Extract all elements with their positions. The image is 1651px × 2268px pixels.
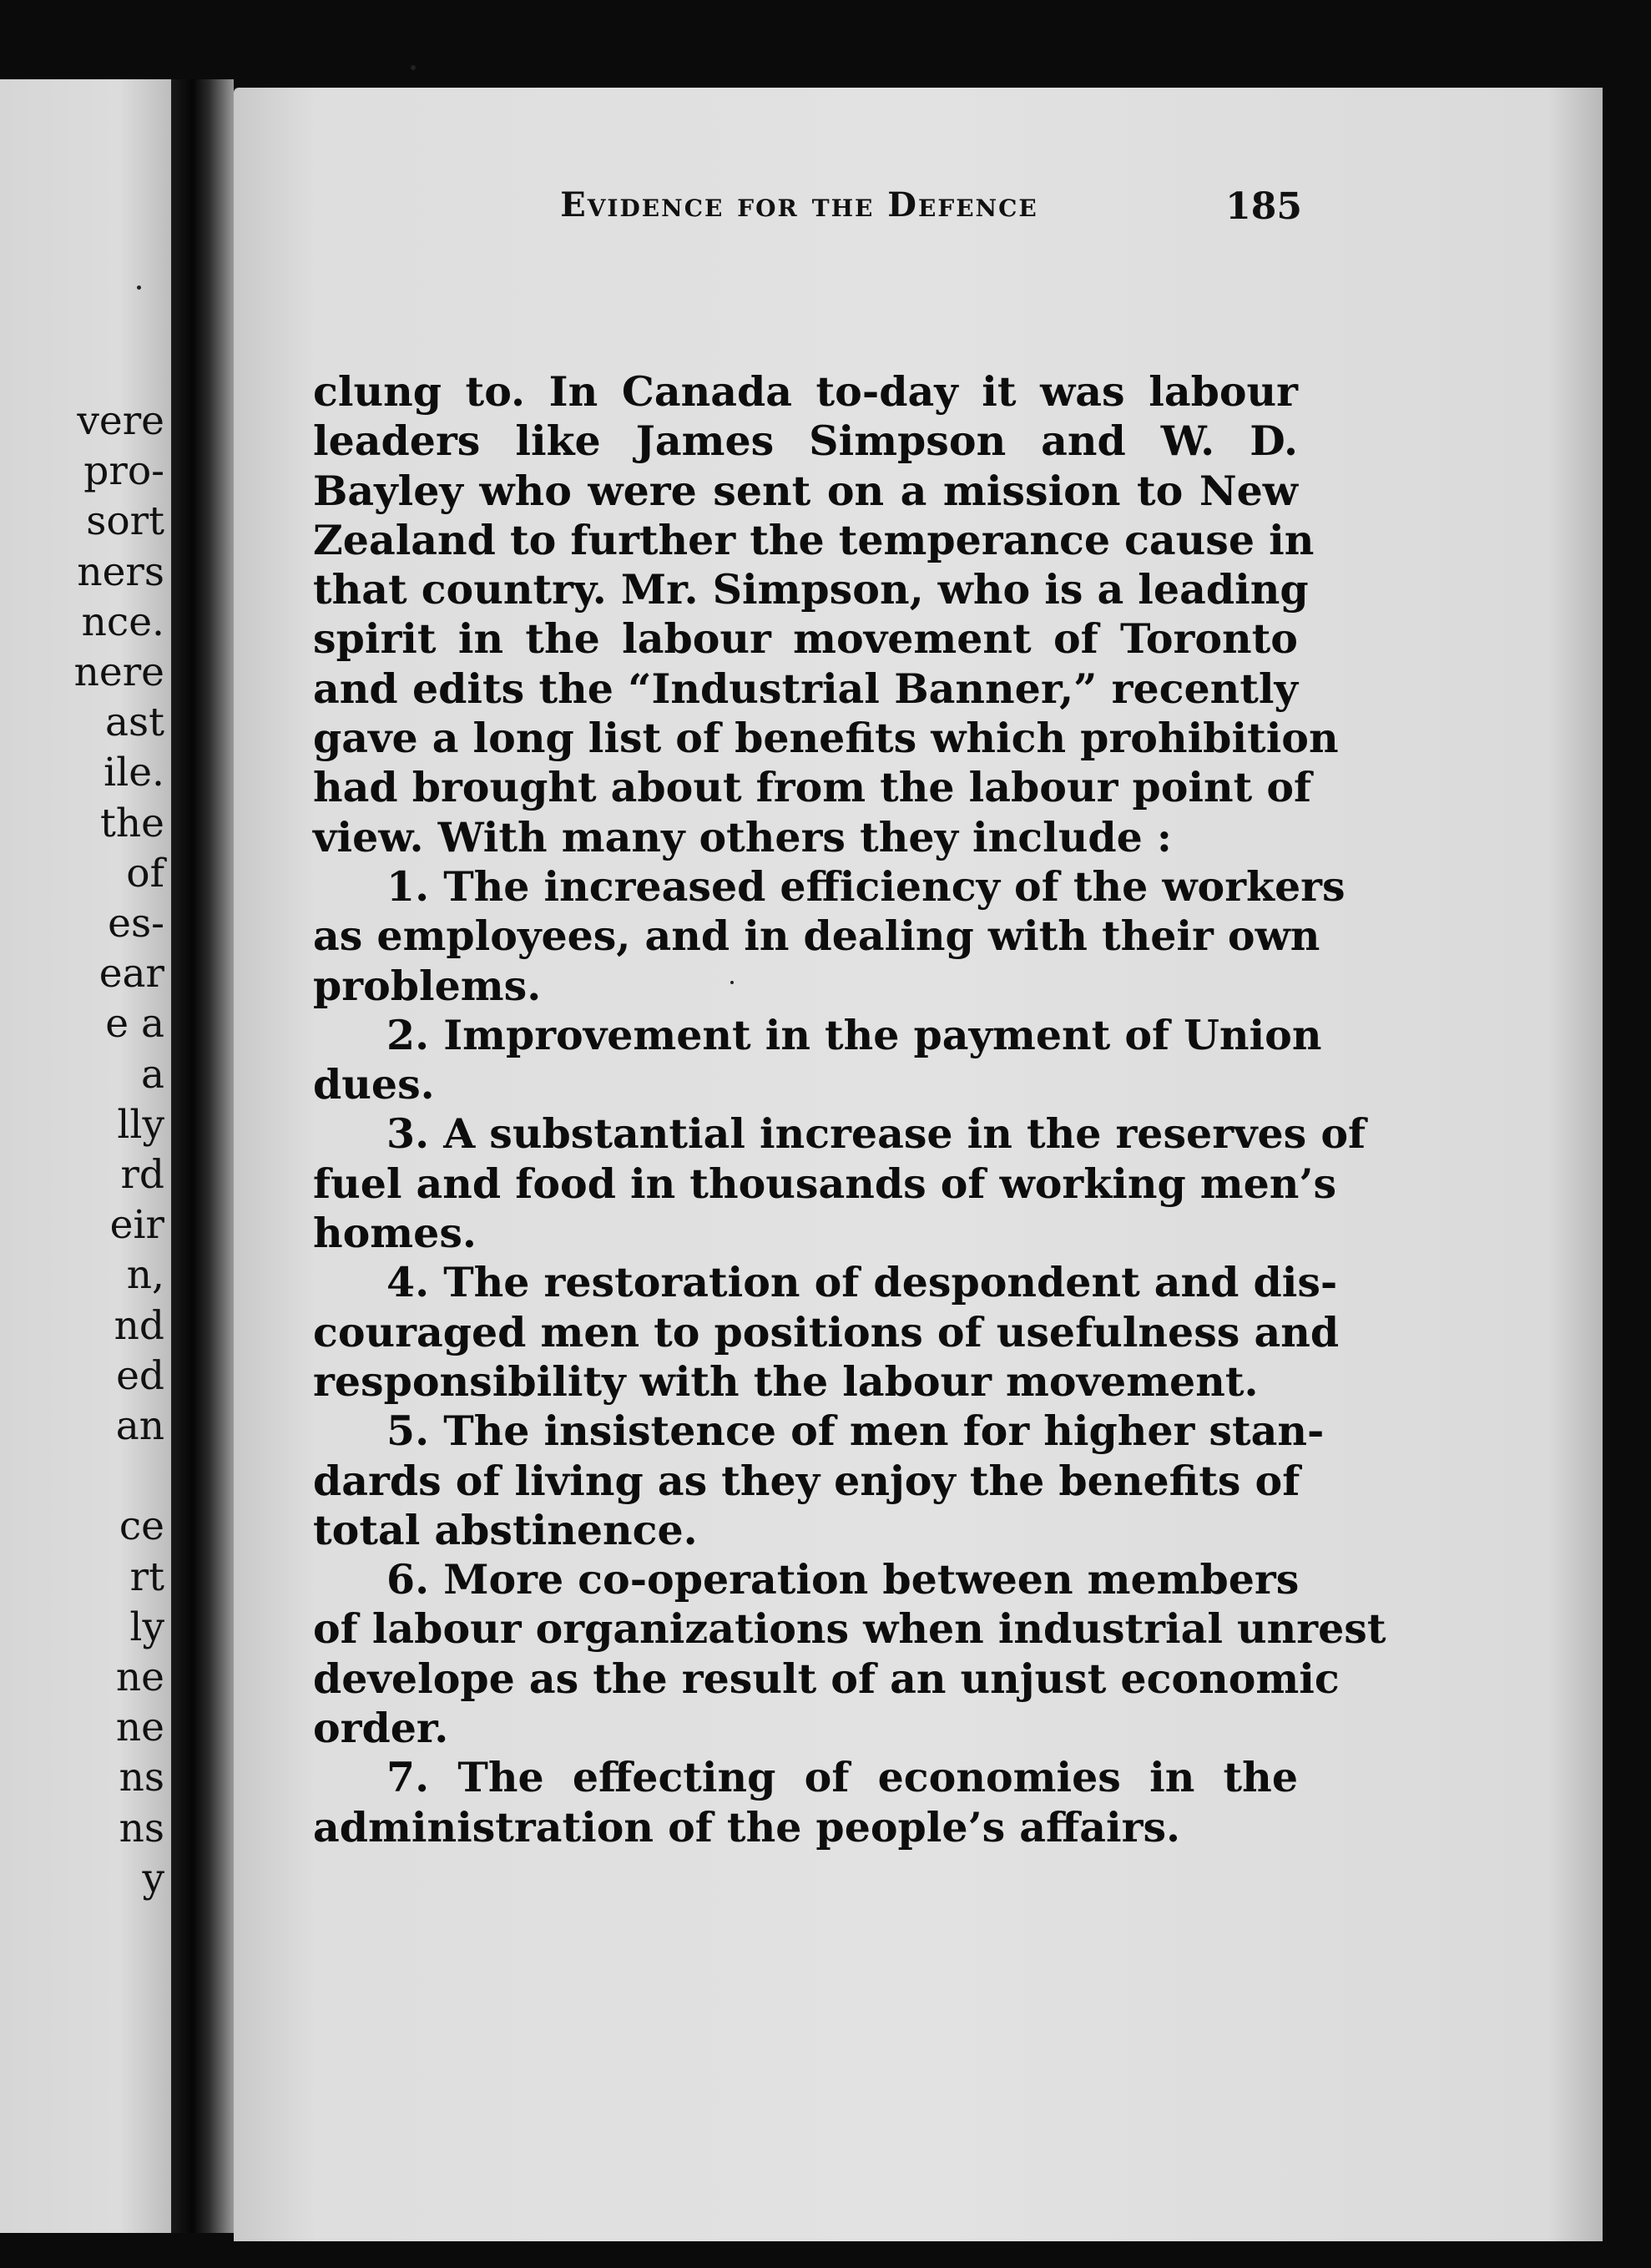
text-line: 4. The restoration of despondent and dis- xyxy=(386,1258,1338,1307)
left-page-text-fragment: nd xyxy=(114,1302,164,1349)
text-line: gave a long list of benefits which prohibition xyxy=(313,714,1339,763)
left-page-text-fragment: ne xyxy=(115,1705,164,1751)
text-line: homes. xyxy=(313,1209,477,1258)
left-page-text-fragment: n, xyxy=(126,1252,164,1299)
left-page-text-fragment: rd xyxy=(120,1152,164,1198)
left-page-text-fragment: pro- xyxy=(83,448,164,495)
left-page-text-fragment: ly xyxy=(129,1604,164,1650)
text-line: Zealand to further the temperance cause in xyxy=(313,515,1315,564)
dust-speck xyxy=(730,981,734,984)
left-page-text-fragment: ns xyxy=(119,1805,164,1851)
left-page-text-fragment: sort xyxy=(86,498,164,545)
left-page-text-fragment: ast xyxy=(104,700,164,746)
left-page-text-fragment: y xyxy=(142,1855,164,1902)
text-line: 7. The effecting of economies in the xyxy=(386,1753,1298,1802)
left-page-text-fragment: vere xyxy=(77,398,164,444)
text-line: develope as the result of an unjust economic xyxy=(313,1654,1340,1703)
text-line: as employees, and in dealing with their own xyxy=(313,912,1320,961)
left-page-text-fragment: rt xyxy=(129,1553,164,1600)
text-line: dards of living as they enjoy the benefits of xyxy=(313,1456,1300,1505)
text-line: order. xyxy=(313,1704,449,1753)
left-page-text-fragment: es- xyxy=(108,901,164,947)
text-line: of labour organizations when industrial unrest xyxy=(313,1604,1386,1654)
left-page-text-fragment: ed xyxy=(116,1352,164,1399)
text-line: 3. A substantial increase in the reserves of xyxy=(386,1109,1366,1159)
left-page-text-fragment: ile. xyxy=(104,750,164,796)
left-page-text-fragment: ners xyxy=(77,548,164,595)
text-line: 5. The insistence of men for higher stan- xyxy=(386,1407,1325,1456)
running-head: Evidence for the Defence xyxy=(560,185,1038,225)
left-page-text-fragment: of xyxy=(126,850,164,897)
text-line: couraged men to positions of usefulness and xyxy=(313,1307,1340,1356)
text-line: and edits the “Industrial Banner,” recently xyxy=(313,664,1298,713)
left-page-text-fragment: an xyxy=(115,1403,164,1449)
left-facing-page xyxy=(0,79,171,2233)
text-line: leaders like James Simpson and W. D. xyxy=(313,417,1298,466)
text-line: problems. xyxy=(313,961,542,1010)
text-line: administration of the people’s affairs. xyxy=(313,1802,1181,1851)
left-page-text-fragment: nce. xyxy=(81,599,164,645)
text-line: spirit in the labour movement of Toronto xyxy=(313,614,1298,664)
left-page-text-fragment: ce xyxy=(119,1503,164,1550)
text-line: had brought about from the labour point of xyxy=(313,763,1312,812)
text-line: Bayley who were sent on a mission to New xyxy=(313,466,1298,515)
left-page-text-fragment: a xyxy=(140,1051,164,1098)
text-line: view. With many others they include : xyxy=(313,812,1172,861)
page-number: 185 xyxy=(1225,185,1302,228)
body-text xyxy=(313,367,1386,1852)
book-spine-gutter xyxy=(171,79,234,2233)
left-page-text-fragment: lly xyxy=(117,1101,164,1148)
left-page-text-fragment: eir xyxy=(109,1202,164,1249)
text-line: 6. More co-operation between members xyxy=(386,1555,1300,1604)
left-page-text-fragment: nere xyxy=(73,649,164,695)
text-line: responsibility with the labour movement. xyxy=(313,1356,1259,1406)
text-line: 1. The increased efficiency of the workers xyxy=(386,861,1346,911)
left-page-text-fragment: e a xyxy=(105,1001,164,1048)
dust-speck xyxy=(137,285,141,290)
left-page-text-fragment: ne xyxy=(115,1654,164,1700)
left-page-text-fragment: ns xyxy=(119,1755,164,1801)
text-line: dues. xyxy=(313,1060,435,1109)
dust-speck xyxy=(411,65,416,70)
text-line: fuel and food in thousands of working men’s xyxy=(313,1159,1337,1208)
left-page-text-fragment: the xyxy=(100,800,164,846)
page-header xyxy=(296,185,1302,235)
text-line: clung to. In Canada to-day it was labour xyxy=(313,367,1298,416)
left-page-text-fragment: ear xyxy=(98,951,164,998)
text-line: 2. Improvement in the payment of Union xyxy=(386,1010,1322,1059)
text-line: total abstinence. xyxy=(313,1505,698,1554)
text-line: that country. Mr. Simpson, who is a leading xyxy=(313,565,1309,614)
